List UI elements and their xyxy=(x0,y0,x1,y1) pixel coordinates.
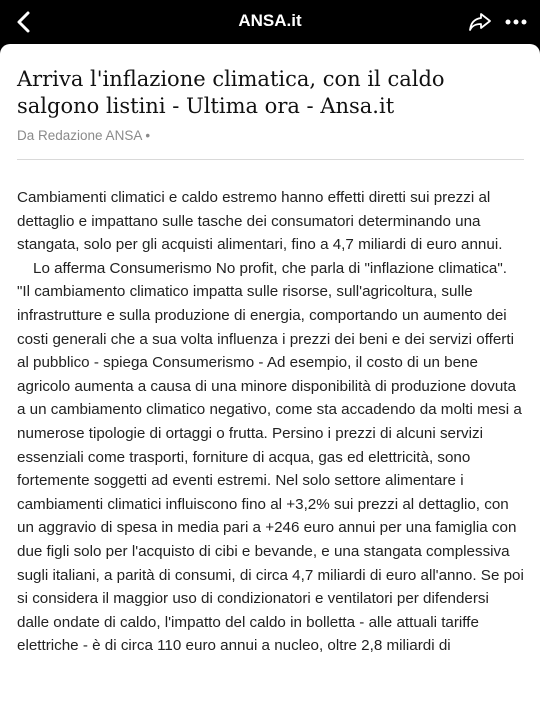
share-button[interactable] xyxy=(464,6,496,38)
site-title: ANSA.it xyxy=(238,11,302,30)
more-button[interactable] xyxy=(500,6,532,38)
article-paragraph: Lo afferma Consumerismo No profit, che parla di "inflazione climatica". "Il cambiamento climatico impatta sulle risorse, sull'agricoltura, sulle infrastrutture e sulla produzione di energia, comportando un aumento dei costi generali che a sua volta influenza i prezzi dei beni e dei servizi offerti al pubblico - spiega Consumerismo - Ad esempio, il costo di un bene agricolo aumenta a causa di una minore disponibilità di produzione dovuta a un cambiamento climatico negativo, come sta accadendo da molti mesi a numerose tipologie di ortaggi o frutta. Persino i prezzi di alcuni servizi essenziali come trasporti, forniture di acqua, gas ed elettricità, sono fortemente soggetti ad eventi estremi. Nel solo settore alimentare i cambiamenti climatici influiscono fino al +3,2% sui prezzi al dettaglio, con un aggravio di spesa in media pari a +246 euro annui per una famiglia con due figli solo per l'acquisto di cibi e bevande, e una stangata complessiva sugli italiani, a parità di consumi, di circa 4,7 miliardi di euro all'anno. Se poi si considera il maggior uso di condizionatori e ventilatori per difendersi dalle ondate di caldo, l'impatto del caldo in bolletta - alle attuali tariffe elettriche - è di circa 110 euro annui a nucleo, oltre 2,8 miliardi di xyxy=(17,259,524,655)
article-content xyxy=(17,66,524,658)
share-icon xyxy=(467,10,493,34)
article-headline: Arriva l'inflazione climatica, con il caldo salgono listini - Ultima ora - Ansa.it xyxy=(17,67,445,118)
article-paragraph: Cambiamenti climatici e caldo estremo hanno effetti diretti sui prezzi al dettaglio e impattano sulle tasche dei consumatori determinando una stangata, solo per gli acquisti alimentari, fino a 4,7 miliardi di euro annui. xyxy=(17,189,503,254)
more-icon xyxy=(505,18,527,26)
article-panel xyxy=(0,44,540,720)
top-bar xyxy=(0,0,540,44)
article-body xyxy=(17,186,524,658)
article-byline: Da Redazione ANSA • xyxy=(17,128,151,143)
divider xyxy=(17,159,524,160)
